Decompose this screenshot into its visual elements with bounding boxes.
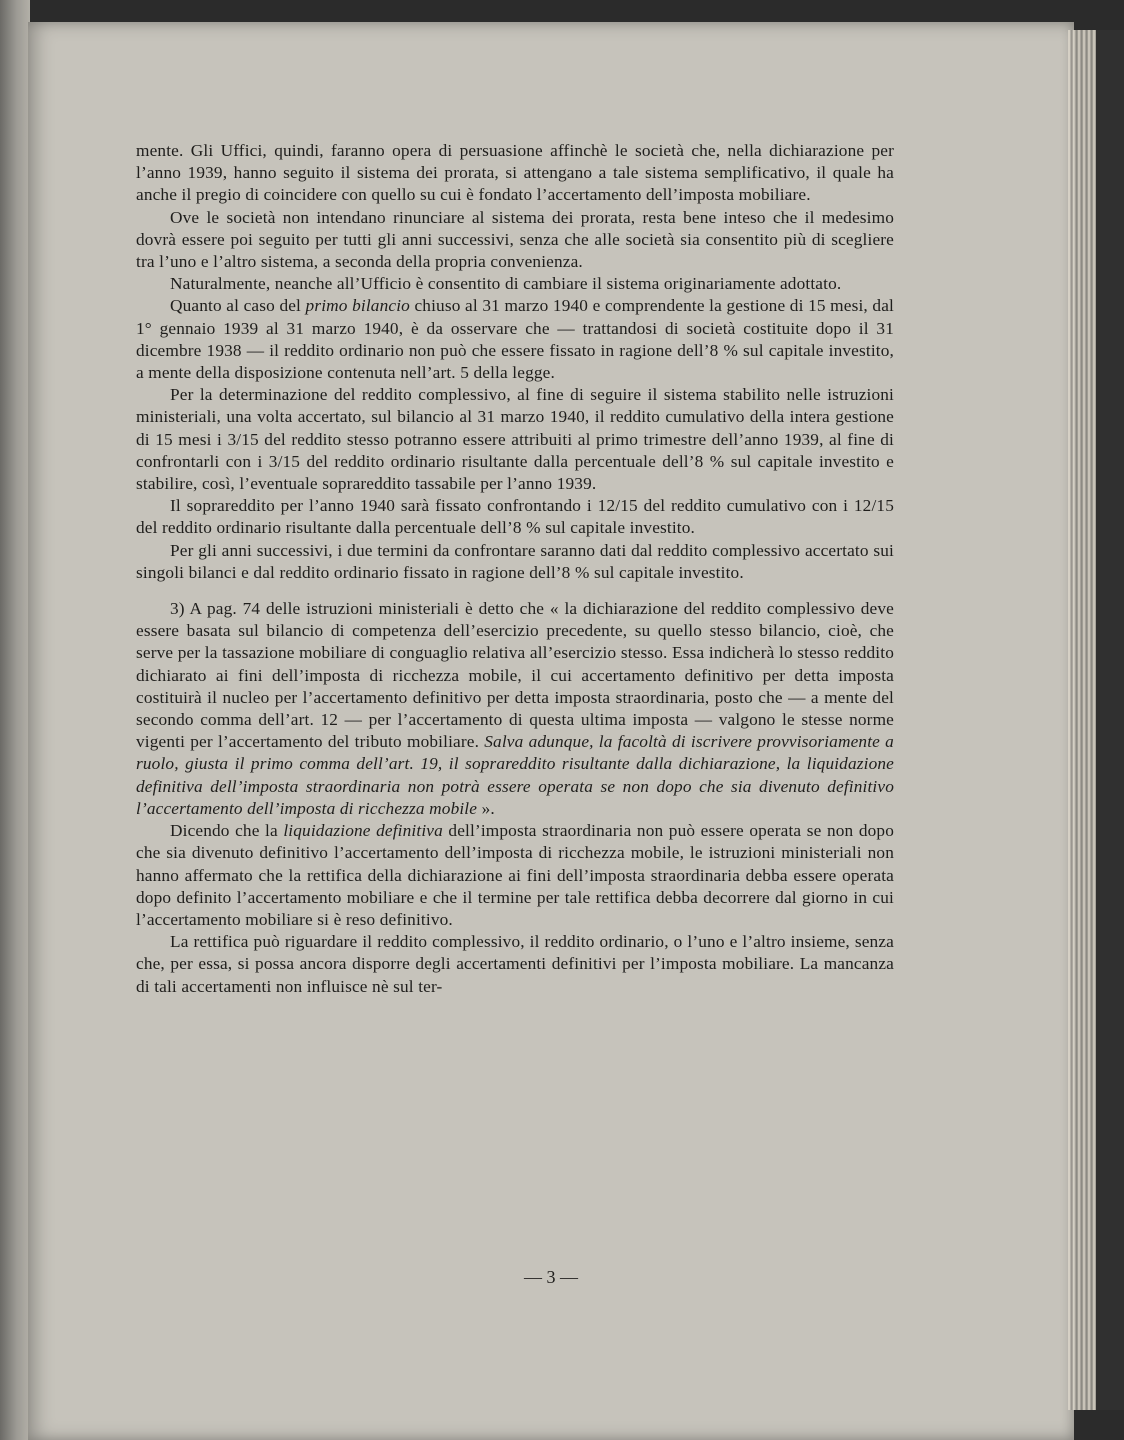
- text-run: dell’imposta straordinaria non può essere operata se non dopo che sia divenuto definitivo l’accertamento dell’imposta di ricchezza mobile, le istruzioni ministeriali non hanno affermato che la rettifica della dichiarazione ai fini dell’imposta straordinaria debba essere operata dopo definito l’accertamento mobiliare e che il termine per tale rettifica debba decorrere dal giorno in cui l’accertamento mobiliare si è reso definitivo.: [136, 821, 894, 929]
- text-run: 3) A pag. 74 delle istruzioni ministeriali è detto che « la dichiarazione del reddito complessivo deve essere basata sul bilancio di competenza dell’esercizio precedente, su quello stesso bilancio, cioè, che serve per la tassazione mobiliare di conguaglio relativa all’esercizio stesso. Essa indicherà lo stesso reddito dichiarato ai fini dell’imposta di ricchezza mobile, il cui accertamento definitivo per detta imposta costituirà il nucleo per l’accertamento definitivo per detta imposta straordinaria, posto che — a mente del secondo comma dell’art. 12 — per l’accertamento di questa ultima imposta — valgono le stesse norme vigenti per l’accertamento del tributo mobiliare.: [136, 599, 894, 752]
- text-run: Per gli anni successivi, i due termini da confrontare saranno dati dal reddito complessivo accertato sui singoli bilanci e dal reddito ordinario fissato in ragione dell’8 % sul capitale investito.: [136, 540, 894, 582]
- paragraph: [136, 140, 894, 207]
- paragraph: [136, 820, 894, 931]
- page-edges: [1068, 30, 1098, 1410]
- text-run: Ove le società non intendano rinunciare al sistema dei prorata, resta bene inteso che il medesimo dovrà essere poi seguito per tutti gli anni successivi, senza che alle società sia consentito più di scegliere tra l’uno e l’altro sistema, a seconda della propria convenienza.: [136, 207, 894, 272]
- italic-run: liquidazione definitiva: [283, 821, 443, 841]
- text-run: Per la determinazione del reddito complessivo, al fine di seguire il sistema stabilito nelle istruzioni ministeriali, una volta accertato, sul bilancio al 31 marzo 1940, il reddito cumulativo della intera gestione di 15 mesi i 3/15 del reddito stesso potranno essere attribuiti al primo trimestre dell’anno 1939, al fine di confrontarli con i 3/15 del reddito ordinario risultante dalla percentuale dell’8 % sul capitale investito e stabilire, così, l’eventuale soprareddito tassabile per l’anno 1939.: [136, 385, 894, 494]
- paragraph: [136, 540, 894, 584]
- text-run: Quanto al caso del: [170, 296, 306, 316]
- text-run: Il soprareddito per l’anno 1940 sarà fissato confrontando i 12/15 del reddito cumulativo con i 12/15 del reddito ordinario risultante dalla percentuale dell’8 % sul capitale investito.: [136, 496, 894, 538]
- text-run: Dicendo che la: [170, 821, 284, 841]
- book-spine-shadow: [0, 0, 30, 1440]
- text-run: ».: [477, 798, 495, 818]
- paragraph: [136, 598, 894, 820]
- book-cover-edge: [1096, 30, 1124, 1410]
- text-run: La rettifica può riguardare il reddito complessivo, il reddito ordinario, o l’uno e l’altro insieme, senza che, per essa, si possa ancora disporre degli accertamenti definitivi per l’imposta mobiliare. La mancanza di tali accertamenti non influisce nè sul ter-: [136, 932, 894, 996]
- italic-run: Salva adunque, la facoltà di iscrivere provvisoriamente a ruolo, giusta il primo comma dell’art. 19, il soprareddito risultante dalla dichiarazione, la liquidazione definitiva dell’imposta straordinaria non potrà essere operata se non dopo che sia divenuto definitivo l’accertamento dell’imposta di ricchezza mobile: [136, 732, 894, 818]
- document-page: [28, 22, 1074, 1440]
- italic-run: primo bilancio: [305, 296, 410, 316]
- text-run: mente. Gli Uffici, quindi, faranno opera di persuasione affinchè le società che, nella dichiarazione per l’anno 1939, hanno seguito il sistema dei prorata, si attengano a tale sistema semplificativo, il quale ha anche il pregio di coincidere con quello su cui è fondato l’accertamento dell’imposta mobiliare.: [136, 141, 894, 205]
- paragraph: [136, 295, 894, 384]
- paragraph: [136, 931, 894, 998]
- paragraph: [136, 207, 894, 274]
- text-run: chiuso al 31 marzo 1940 e comprendente la gestione di 15 mesi, dal 1° gennaio 1939 al 31 marzo 1940, è da osservare che — trattandosi di società costituite dopo il 31 dicembre 1938 — il reddito ordinario non può che essere fissato in ragione dell’8 % sul capitale investito, a mente della disposizione contenuta nell’art. 5 della legge.: [136, 296, 894, 383]
- page-number: — 3 —: [524, 1267, 578, 1287]
- body-text: [136, 140, 894, 998]
- paragraph: [136, 384, 894, 495]
- paragraph: [136, 495, 894, 539]
- text-run: Naturalmente, neanche all’Ufficio è consentito di cambiare il sistema originariamente adottato.: [170, 274, 842, 294]
- paragraph: [136, 273, 894, 295]
